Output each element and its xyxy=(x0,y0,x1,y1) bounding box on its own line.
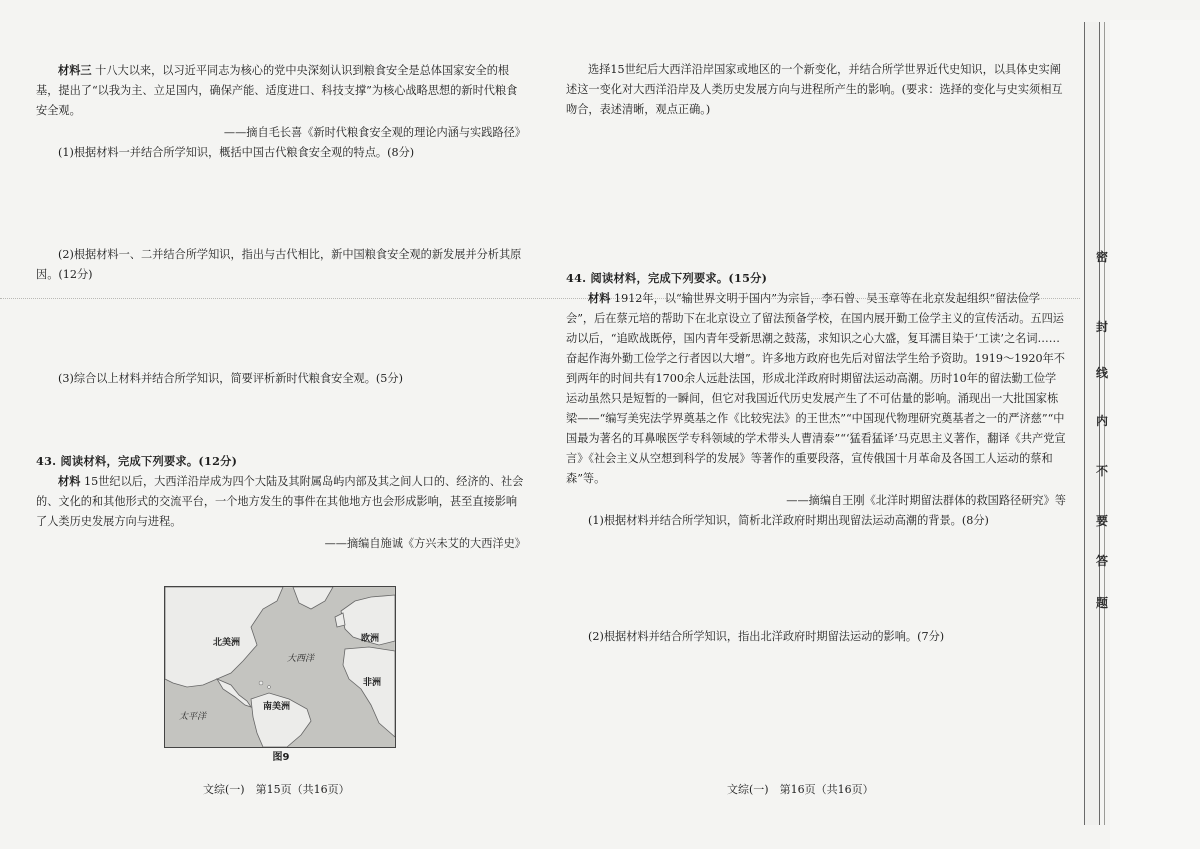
q42-part3: (3)综合以上材料并结合所学知识，简要评析新时代粮食安全观。(5分) xyxy=(58,372,403,385)
q43-heading: 43. 阅读材料，完成下列要求。(12分) xyxy=(36,454,238,468)
material3-paragraph xyxy=(36,60,526,121)
map-label-atlantic: 大西洋 xyxy=(287,654,315,664)
material3-label: 材料三 xyxy=(58,63,92,77)
q43-prompt: 选择15世纪后大西洋沿岸国家或地区的一个新变化，并结合所学世界近代史知识，以具体史实阐述这一变化对大西洋沿岸及人类历史发展方向与进程所产生的影响。(要求：选择的变化与史实须相互吻合，表述清晰，观点正确。) xyxy=(566,63,1063,116)
left-page xyxy=(36,60,526,554)
q43-material xyxy=(36,471,526,532)
q44-part1: (1)根据材料并结合所学知识，简析北洋政府时期出现留法运动高潮的背景。(8分) xyxy=(588,514,989,527)
map-label-south-america: 南美洲 xyxy=(263,702,291,712)
right-page-footer: 文综(一) 第16页（共16页） xyxy=(727,783,874,796)
seal-char-1: 密 xyxy=(1095,250,1108,264)
right-margin xyxy=(1110,20,1200,849)
seal-char-8: 题 xyxy=(1095,596,1108,610)
q44-material xyxy=(566,288,1066,489)
map-label-pacific: 太平洋 xyxy=(179,712,207,722)
q44-heading: 44. 阅读材料，完成下列要求。(15分) xyxy=(566,271,768,285)
q43-material-label: 材料 xyxy=(58,474,81,488)
q43-source: ——摘编自施诚《方兴未艾的大西洋史》 xyxy=(324,537,526,550)
map-caption: 图9 xyxy=(272,752,290,763)
map-label-europe: 欧洲 xyxy=(361,634,380,644)
q42-part2: (2)根据材料一、二并结合所学知识，指出与古代相比，新中国粮食安全观的新发展并分析其原因。(12分) xyxy=(36,248,522,281)
seal-char-5: 不 xyxy=(1095,464,1108,478)
q43-material-text: 15世纪以后，大西洋沿岸成为四个大陆及其附属岛屿内部及其之间人口的、经济的、社会的、文化的和其他形式的交流平台，一个地方发生的事件在其他地方也会形成影响，甚至直接影响了人类历史发展方向与进程。 xyxy=(36,475,524,528)
seal-char-7: 答 xyxy=(1095,554,1108,568)
material3-source: ——摘自毛长喜《新时代粮食安全观的理论内涵与实践路径》 xyxy=(223,126,526,139)
q44-material-label: 材料 xyxy=(588,291,611,305)
material3-text: 十八大以来，以习近平同志为核心的党中央深刻认识到粮食安全是总体国家安全的根基，提出了“以我为主、立足国内，确保产能、适度进口、科技支撑”为核心战略思想的新时代粮食安全观。 xyxy=(36,64,518,117)
q44-part2: (2)根据材料并结合所学知识，指出北洋政府时期留法运动的影响。(7分) xyxy=(588,630,945,643)
map-label-africa: 非洲 xyxy=(363,678,382,688)
seal-char-2: 封 xyxy=(1095,320,1108,334)
map-label-north-america: 北美洲 xyxy=(213,638,241,648)
right-page xyxy=(566,60,1066,647)
map-graphic xyxy=(165,587,395,747)
q42-part1: (1)根据材料一并结合所学知识，概括中国古代粮食安全观的特点。(8分) xyxy=(58,146,415,159)
q44-source: ——摘编自王刚《北洋时期留法群体的救国路径研究》等 xyxy=(786,494,1066,507)
seal-char-4: 内 xyxy=(1095,414,1108,428)
seal-char-6: 要 xyxy=(1095,514,1108,528)
left-page-footer: 文综(一) 第15页（共16页） xyxy=(203,783,350,796)
atlantic-map xyxy=(164,586,396,748)
q44-material-text: 1912年，以“输世界文明于国内”为宗旨，李石曾、吴玉章等在北京发起组织“留法俭学会”，后在蔡元培的帮助下在北京设立了留法预备学校，在国内展开勤工俭学主义的宣传活动。五四运动以后，“追欧战既停，国内青年受新思潮之鼓荡，求知识之心大盛，复耳濡目染于‘工读’之名词……奋起作海外勤工俭学之行者因以大增”。许多地方政府也先后对留法学生给予资助。1919～1920年不到两年的时间共有1700余人远赴法国，形成北洋政府时期留法运动高潮。历时10年的留法勤工俭学运动虽然只是短暂的一瞬间，但它对我国近代历史发展产生了不可估量的影响。涌现出一大批国家栋梁——“编写美宪法学界奠基之作《比较宪法》的王世杰”“中国现代物理研究奠基者之一的严济慈”“中国最为著名的耳鼻喉医学专科领域的学术带头人曹清泰”“‘猛看猛译’马克思主义著作，翻译《共产党宣言》《社会主义从空想到科学的发展》等著作的重要段落，宣传俄国十月革命及各国工人运动的蔡和森”等。 xyxy=(566,292,1066,485)
seal-char-3: 线 xyxy=(1095,366,1108,380)
